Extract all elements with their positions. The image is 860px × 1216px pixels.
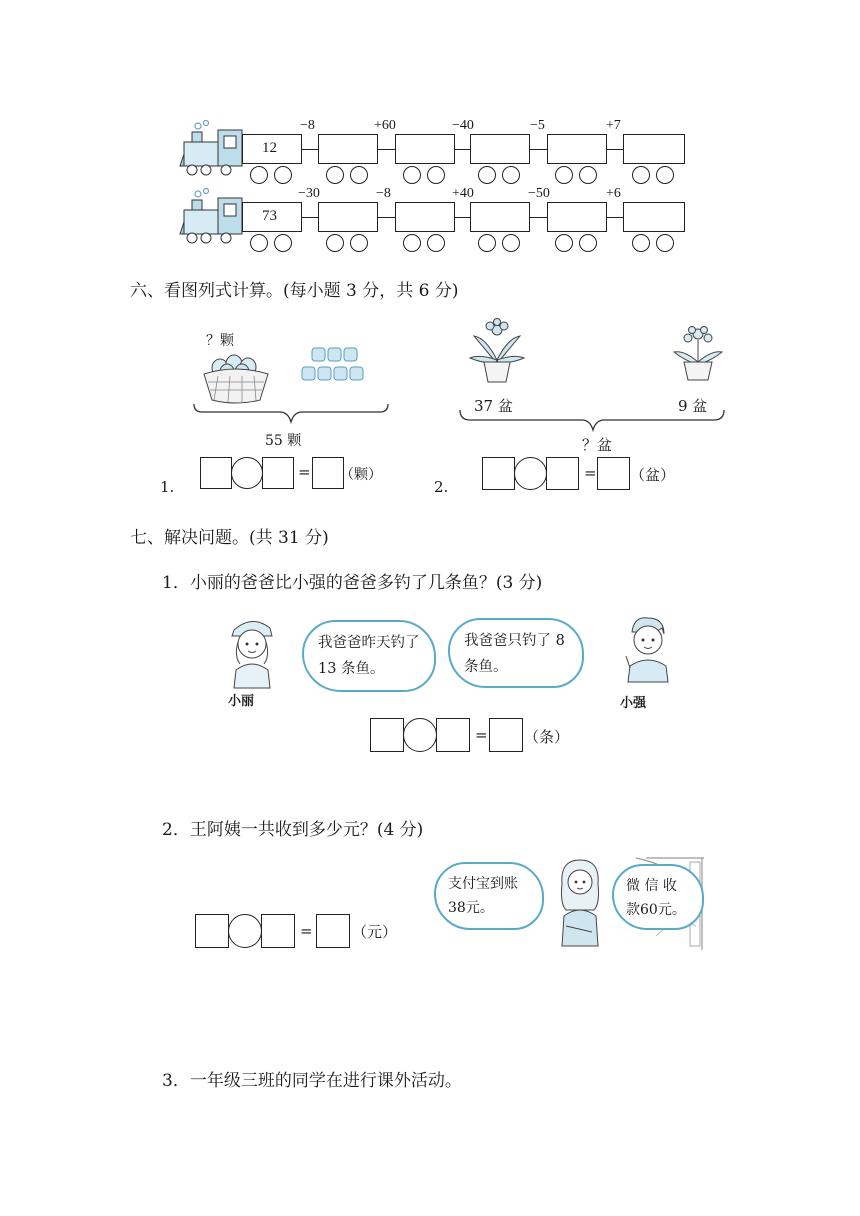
q2-right-label: 9 盆 [678,397,708,415]
equals-sign: = [584,464,597,482]
result-box[interactable] [316,914,350,948]
train-row-1 [178,116,698,190]
potted-plant-icon [466,318,528,384]
answer-box[interactable] [262,457,294,489]
q2-number: 2. [434,478,449,496]
q2-question-label: ？盆 [582,436,613,454]
train-car-blank[interactable] [470,134,530,164]
train-operator: −5 [530,118,545,133]
equals-sign: = [298,463,311,481]
train-operator: −40 [452,118,474,133]
brace-bracket [192,402,390,426]
locomotive-icon [178,120,244,180]
problem-2-title: 2．王阿姨一共收到多少元？(4 分) [162,820,424,840]
answer-box[interactable] [195,914,229,948]
train-operator: +60 [374,118,396,133]
q1-number: 1. [160,478,175,496]
operator-circle[interactable] [231,457,263,489]
train-car-blank[interactable] [623,202,685,232]
q1-total-label: 55 颗 [265,433,302,449]
candy-pieces-icon [298,346,370,386]
answer-box[interactable] [200,457,232,489]
train-car-blank[interactable] [318,134,378,164]
speech-bubble-alipay: 支付宝到账38元。 [434,862,544,930]
section-7-title: 七、解决问题。(共 31 分) [130,528,329,548]
train-operator: −50 [528,186,550,201]
train-row-2 [178,184,698,258]
train-car-blank[interactable] [318,202,378,232]
basket-icon [200,350,272,406]
section-6-title: 六、看图列式计算。(每小题 3 分，共 6 分) [130,281,459,301]
answer-box[interactable] [546,457,579,490]
speech-bubble-xiaoli: 我爸爸昨天钓了 13 条鱼。 [302,620,436,692]
speech-bubble-xiaoqiang: 我爸爸只钓了 8 条鱼。 [448,618,584,688]
potted-flower-icon [670,324,726,382]
answer-box[interactable] [482,457,515,490]
q1-unit: （颗） [340,467,382,483]
operator-circle[interactable] [514,457,547,490]
operator-circle[interactable] [228,914,262,948]
train-car-blank[interactable] [547,134,607,164]
answer-box[interactable] [370,718,404,752]
woman-wang-icon [552,854,608,948]
p1-unit: （条） [524,728,570,746]
equals-sign: = [300,922,313,940]
name-xiaoli: 小丽 [228,694,255,709]
train-operator: −30 [298,186,320,201]
train-operator: −8 [300,118,315,133]
train-car-blank[interactable] [470,202,530,232]
equals-sign: = [475,726,488,744]
train-car-blank[interactable] [395,202,455,232]
result-box[interactable] [597,457,630,490]
train-operator: +40 [452,186,474,201]
q2-left-label: 37 盆 [474,397,513,415]
train-start-value: 73 [262,208,277,224]
girl-xiaoli-icon [222,612,282,690]
locomotive-icon [178,188,244,248]
train-car-blank[interactable] [547,202,607,232]
q1-question-label: ？颗 [206,333,234,349]
train-car-blank[interactable] [395,134,455,164]
problem-1-title: 1．小丽的爸爸比小强的爸爸多钓了几条鱼？(3 分) [162,573,543,593]
answer-box[interactable] [436,718,470,752]
brace-bracket [458,408,726,434]
train-operator: +7 [606,118,621,133]
train-operator: +6 [606,186,621,201]
train-operator: −8 [376,186,391,201]
train-start-value: 12 [262,140,277,156]
speech-bubble-wechat: 微 信 收款60元。 [612,864,704,930]
boy-xiaoqiang-icon [618,610,676,692]
q2-unit: （盆） [630,466,676,484]
result-box[interactable] [489,718,523,752]
train-car-blank[interactable] [623,134,685,164]
problem-3-title: 3．一年级三班的同学在进行课外活动。 [162,1071,462,1091]
operator-circle[interactable] [403,718,437,752]
p2-unit: （元） [352,923,398,941]
answer-box[interactable] [261,914,295,948]
name-xiaoqiang: 小强 [620,696,647,711]
